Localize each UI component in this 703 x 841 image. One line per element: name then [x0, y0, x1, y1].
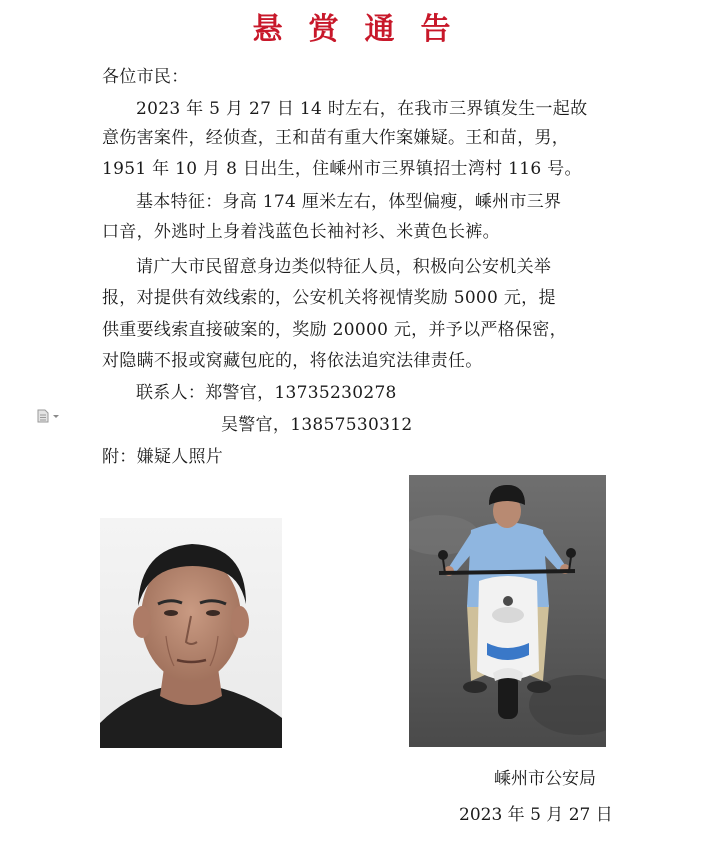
issuer-name: 嵊州市公安局 [494, 769, 596, 789]
attachment-label: 附：嫌疑人照片 [102, 447, 224, 467]
issue-date: 2023 年 5 月 27 日 [459, 805, 613, 825]
paragraph-3-line-4: 对隐瞒不报或窝藏包庇的，将依法追究法律责任。 [102, 351, 483, 371]
paragraph-1-line-3: 1951 年 10 月 8 日出生，住嵊州市三界镇招士湾村 116 号。 [102, 159, 582, 179]
paragraph-2-line-2: 口音，外逃时上身着浅蓝色长袖衬衫、米黄色长裤。 [102, 222, 500, 242]
salutation: 各位市民： [102, 67, 189, 87]
paragraph-2-line-1: 基本特征：身高 174 厘米左右，体型偏瘦，嵊州市三界 [136, 192, 562, 212]
paragraph-1-line-2: 意伤害案件，经侦查，王和苗有重大作案嫌疑。王和苗，男， [102, 128, 570, 148]
contact-2: 吴警官，13857530312 [221, 415, 413, 435]
document-dropdown-icon[interactable] [36, 408, 62, 422]
paragraph-3-line-1: 请广大市民留意身边类似特征人员，积极向公安机关举 [136, 257, 552, 277]
contact-1: 联系人：郑警官，13735230278 [136, 383, 397, 403]
paragraph-3-line-2: 报，对提供有效线索的，公安机关将视情奖励 5000 元，提 [102, 288, 556, 308]
paragraph-1-line-1: 2023 年 5 月 27 日 14 时左右，在我市三界镇发生一起故 [136, 99, 588, 119]
paragraph-3-line-3: 供重要线索直接破案的，奖励 20000 元，并予以严格保密， [102, 320, 567, 340]
suspect-scooter-photo [409, 475, 606, 747]
notice-title: 悬赏通告 [252, 12, 477, 47]
suspect-portrait-photo [100, 518, 282, 748]
